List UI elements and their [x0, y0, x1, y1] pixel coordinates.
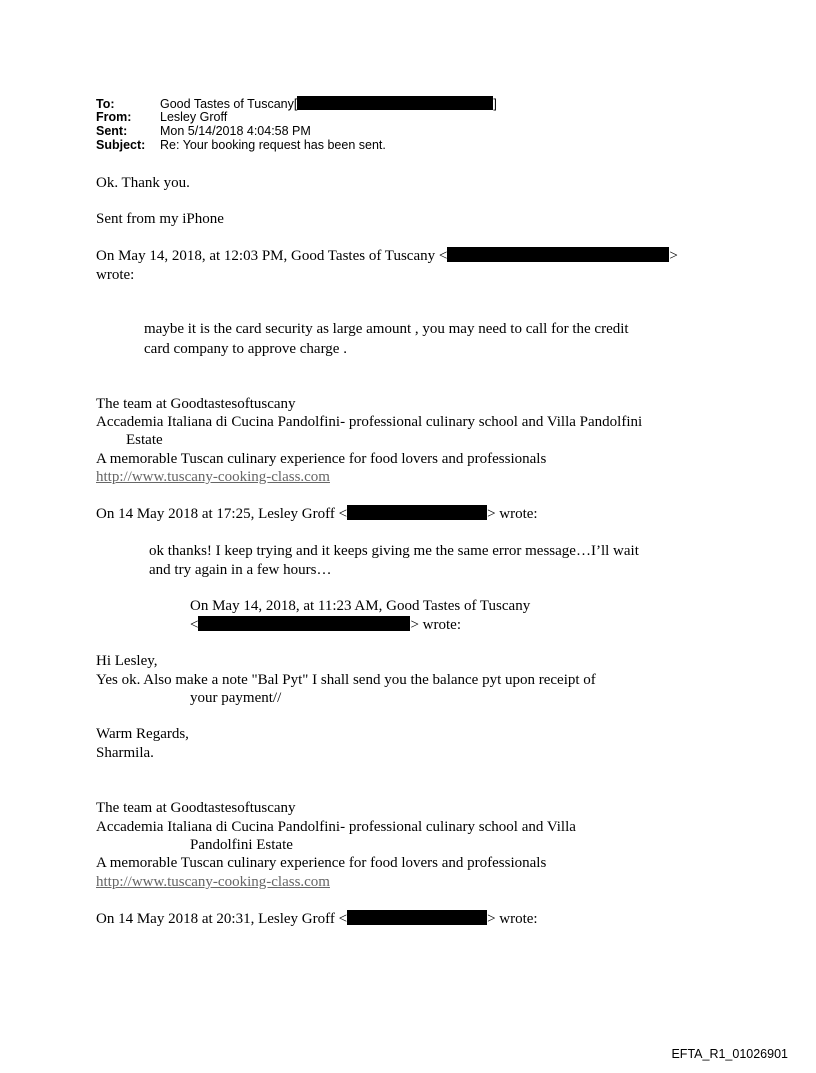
sent-value: Mon 5/14/2018 4:04:58 PM	[160, 124, 311, 138]
quote-text: > wrote:	[487, 506, 538, 522]
quote-header: On May 14, 2018, at 11:23 AM, Good Tastes of Tuscany	[190, 598, 531, 614]
quote-text: <	[190, 617, 199, 633]
header-sent	[96, 124, 311, 138]
quote-header	[96, 505, 538, 523]
message-line: maybe it is the card security as large amount , you may need to call for the credit	[144, 321, 629, 337]
quote-text: > wrote:	[487, 911, 538, 927]
quote-text: >	[669, 248, 678, 264]
body-line: Sent from my iPhone	[96, 211, 224, 227]
to-label: To:	[96, 97, 115, 111]
signature-line: The team at Goodtastesoftuscany	[96, 396, 296, 412]
website-link[interactable]: http://www.tuscany-cooking-class.com	[96, 874, 330, 890]
signature-line: A memorable Tuscan culinary experience for food lovers and professionals	[96, 855, 547, 871]
quote-text: On May 14, 2018, at 12:03 PM, Good Tastes of Tuscany <	[96, 248, 448, 264]
redaction-box	[198, 616, 410, 631]
signature-line: The team at Goodtastesoftuscany	[96, 800, 296, 816]
redaction-box	[347, 505, 487, 520]
body-line: Ok. Thank you.	[96, 175, 190, 191]
header-to	[96, 96, 497, 111]
subject-label: Subject:	[96, 138, 146, 152]
redaction-box	[447, 247, 669, 262]
message-line: Hi Lesley,	[96, 653, 158, 669]
message-line: and try again in a few hours…	[149, 562, 332, 578]
signature-line: Estate	[126, 432, 163, 448]
message-line: ok thanks! I keep trying and it keeps giving me the same error message…I’ll wait	[149, 543, 639, 559]
quote-text: > wrote:	[410, 617, 461, 633]
header-subject	[96, 138, 386, 152]
signature-line: A memorable Tuscan culinary experience for food lovers and professionals	[96, 451, 547, 467]
subject-value: Re: Your booking request has been sent.	[160, 138, 386, 152]
message-line: Warm Regards,	[96, 726, 189, 742]
header-from	[96, 110, 227, 124]
quote-header: wrote:	[96, 267, 135, 283]
quote-header	[96, 910, 538, 928]
from-value: Lesley Groff	[160, 110, 228, 124]
from-label: From:	[96, 110, 132, 124]
message-line: card company to approve charge .	[144, 341, 347, 357]
redaction-box	[297, 96, 493, 110]
message-line: Sharmila.	[96, 745, 154, 761]
message-line: Yes ok. Also make a note "Bal Pyt" I shall send you the balance pyt upon receipt of	[96, 672, 596, 688]
to-value: Good Tastes of Tuscany[	[160, 97, 298, 111]
sent-label: Sent:	[96, 124, 128, 138]
document-id: EFTA_R1_01026901	[671, 1047, 788, 1061]
signature-line: Accademia Italiana di Cucina Pandolfini- professional culinary school and Villa Pandolfini	[96, 414, 643, 430]
to-close: ]	[493, 97, 497, 111]
quote-header	[190, 616, 461, 634]
signature-line: Accademia Italiana di Cucina Pandolfini- professional culinary school and Villa	[96, 819, 576, 835]
message-line: your payment//	[190, 690, 282, 706]
website-link[interactable]: http://www.tuscany-cooking-class.com	[96, 469, 330, 485]
quote-text: On 14 May 2018 at 17:25, Lesley Groff <	[96, 506, 348, 522]
redaction-box	[347, 910, 487, 925]
quote-text: On 14 May 2018 at 20:31, Lesley Groff <	[96, 911, 348, 927]
signature-line: Pandolfini Estate	[190, 837, 293, 853]
quote-header	[96, 247, 678, 265]
